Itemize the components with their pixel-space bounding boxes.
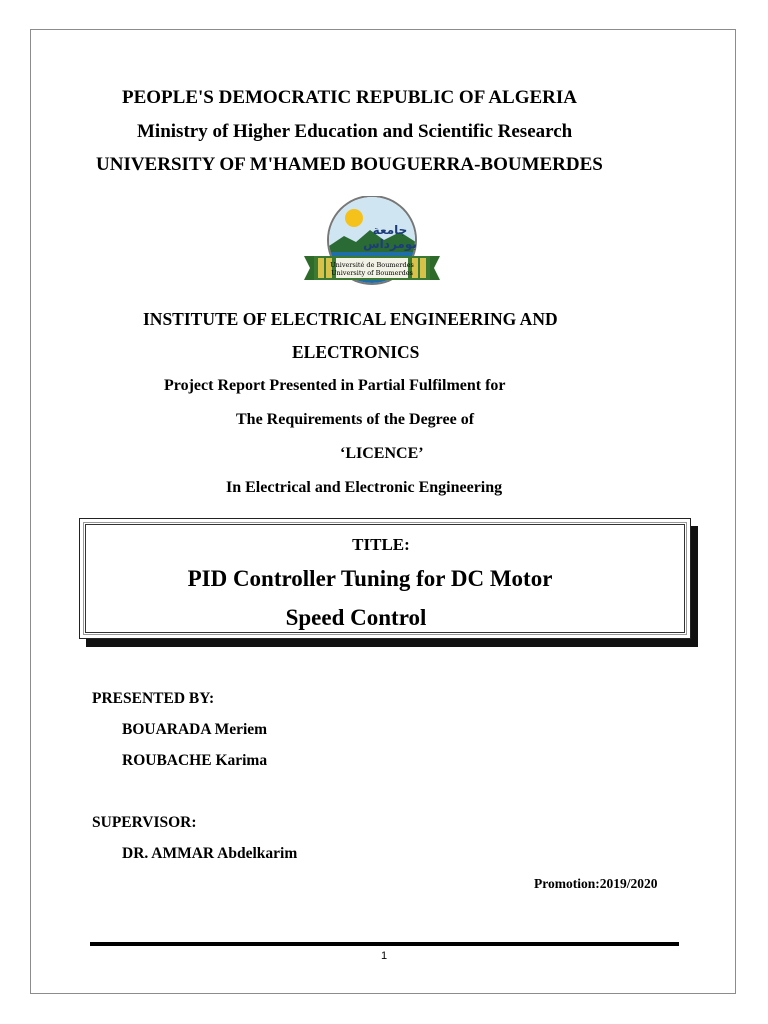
supervisor-name: DR. AMMAR Abdelkarim (122, 845, 298, 862)
degree-name: ‘LICENCE’ (340, 445, 424, 462)
author-2: ROUBACHE Karima (122, 752, 268, 769)
presented-by-label: PRESENTED BY: (92, 690, 215, 707)
author-1: BOUARADA Meriem (122, 721, 268, 738)
page-number: 1 (380, 950, 388, 962)
report-line2: The Requirements of the Degree of (236, 411, 475, 428)
logo-arabic-line2: بومرداس (363, 237, 417, 251)
title-line2: Speed Control (285, 605, 427, 630)
header-university: UNIVERSITY OF M'HAMED BOUGUERRA-BOUMERDES (96, 154, 603, 175)
university-logo-graphic (304, 196, 440, 288)
logo-sun-icon (345, 209, 363, 227)
title-box-inner (85, 524, 685, 633)
header-ministry: Ministry of Higher Education and Scientific Research (137, 121, 573, 142)
title-label: TITLE: (352, 535, 410, 554)
supervisor-label: SUPERVISOR: (92, 814, 197, 831)
report-line1: Project Report Presented in Partial Fulfilment for (164, 377, 506, 394)
university-logo (304, 196, 440, 288)
promotion: Promotion:2019/2020 (534, 876, 658, 891)
header-republic: PEOPLE'S DEMOCRATIC REPUBLIC OF ALGERIA (122, 87, 577, 108)
title-line1: PID Controller Tuning for DC Motor (187, 566, 553, 591)
degree-field: In Electrical and Electronic Engineering (226, 479, 503, 496)
footer-rule (90, 942, 679, 946)
logo-arabic-line1: جامعة (372, 223, 408, 237)
logo-text-french: Université de Boumerdes (330, 261, 414, 269)
title-box (79, 518, 691, 639)
institute-line2: ELECTRONICS (292, 342, 420, 362)
institute-line1: INSTITUTE OF ELECTRICAL ENGINEERING AND (143, 309, 558, 329)
logo-text-english: University of Boumerdes (331, 269, 413, 277)
